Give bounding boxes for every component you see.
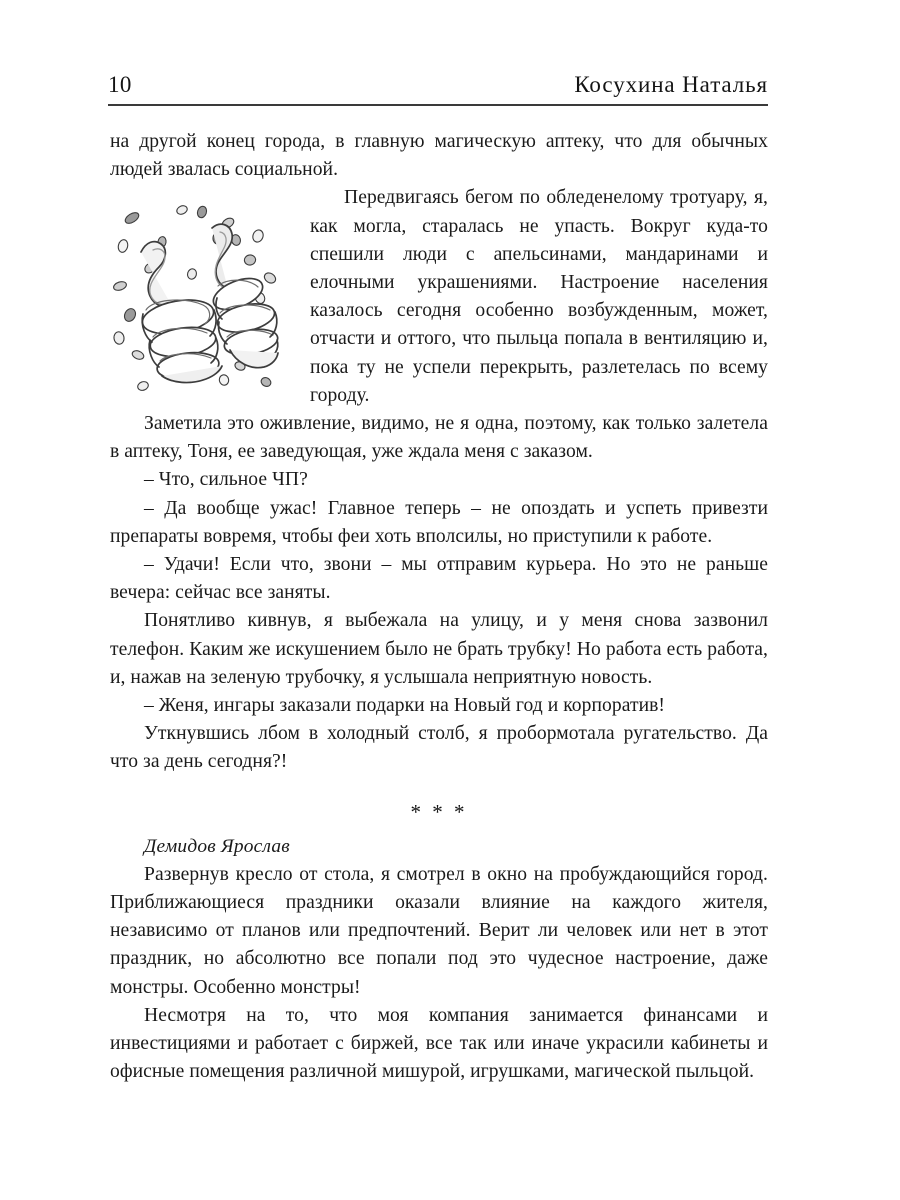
paragraph: – Что, сильное ЧП? bbox=[144, 469, 308, 491]
paragraph: – Удачи! Если что, звони – мы отправим курьера. Но это не раньше вечера: сейчас все заняты. bbox=[110, 554, 768, 604]
pov-character-heading: Демидов Ярослав bbox=[144, 835, 290, 857]
page-number: 10 bbox=[108, 72, 132, 97]
paragraph: Понятливо кивнув, я выбежала на улицу, и у меня снова зазвонил телефон. Каким же искушением было не брать трубку! Но работа есть работа, и, нажав на зеленую трубочку, я услышала неприятную новость. bbox=[110, 610, 768, 688]
streamer-right bbox=[209, 225, 280, 368]
running-head bbox=[108, 62, 768, 96]
streamer-left bbox=[140, 242, 222, 383]
text-column bbox=[110, 128, 768, 1087]
paragraph: Заметила это оживление, видимо, не я одна, поэтому, как только залетела в аптеку, Тоня, ее заведующая, уже ждала меня с заказом. bbox=[110, 413, 768, 463]
scene-break-separator: * * * bbox=[410, 799, 468, 824]
paragraph: Развернув кресло от стола, я смотрел в окно на пробуждающийся город. Приближающиеся праздники оказали влияние на каждого жителя, независимо от планов или предпочтений. Верит ли человек или нет в этот праздник, но абсолютно все попали под это чудесное настроение, даже монстры. Особенно монстры! bbox=[110, 863, 768, 998]
paragraph: – Да вообще ужас! Главное теперь – не опоздать и успеть привезти препараты вовремя, чтобы феи хоть вполсилы, но приступили к работе. bbox=[110, 497, 768, 547]
party-streamers-confetti-illustration bbox=[110, 190, 296, 402]
running-title: Косухина Наталья bbox=[574, 72, 768, 97]
paragraph: Передвигаясь бегом по обледенелому тротуару, я, как могла, старалась не упасть. Вокруг куда-то спешили люди с апельсинами, мандаринами и елочными украшениями. Настроение населения казалось сегодня особенно возбужденным, может, отчасти и оттого, что пыльца попала в вентиляцию и, пока ту не успели перекрыть, разлетелась по всему городу. bbox=[310, 187, 768, 406]
paragraph: Уткнувшись лбом в холодный столб, я пробормотала ругательство. Да что за день сегодня?! bbox=[110, 723, 768, 773]
paragraph: – Женя, ингары заказали подарки на Новый год и корпоратив! bbox=[144, 695, 665, 717]
header-divider-rule bbox=[108, 104, 768, 106]
paragraph: на другой конец города, в главную магическую аптеку, что для обычных людей звалась социальной. bbox=[110, 131, 768, 181]
paragraph: Несмотря на то, что моя компания занимается финансами и инвестициями и работает с биржей, все так или иначе украсили кабинеты и офисные помещения различной мишурой, игрушками, магической пыльцой. bbox=[110, 1004, 768, 1083]
